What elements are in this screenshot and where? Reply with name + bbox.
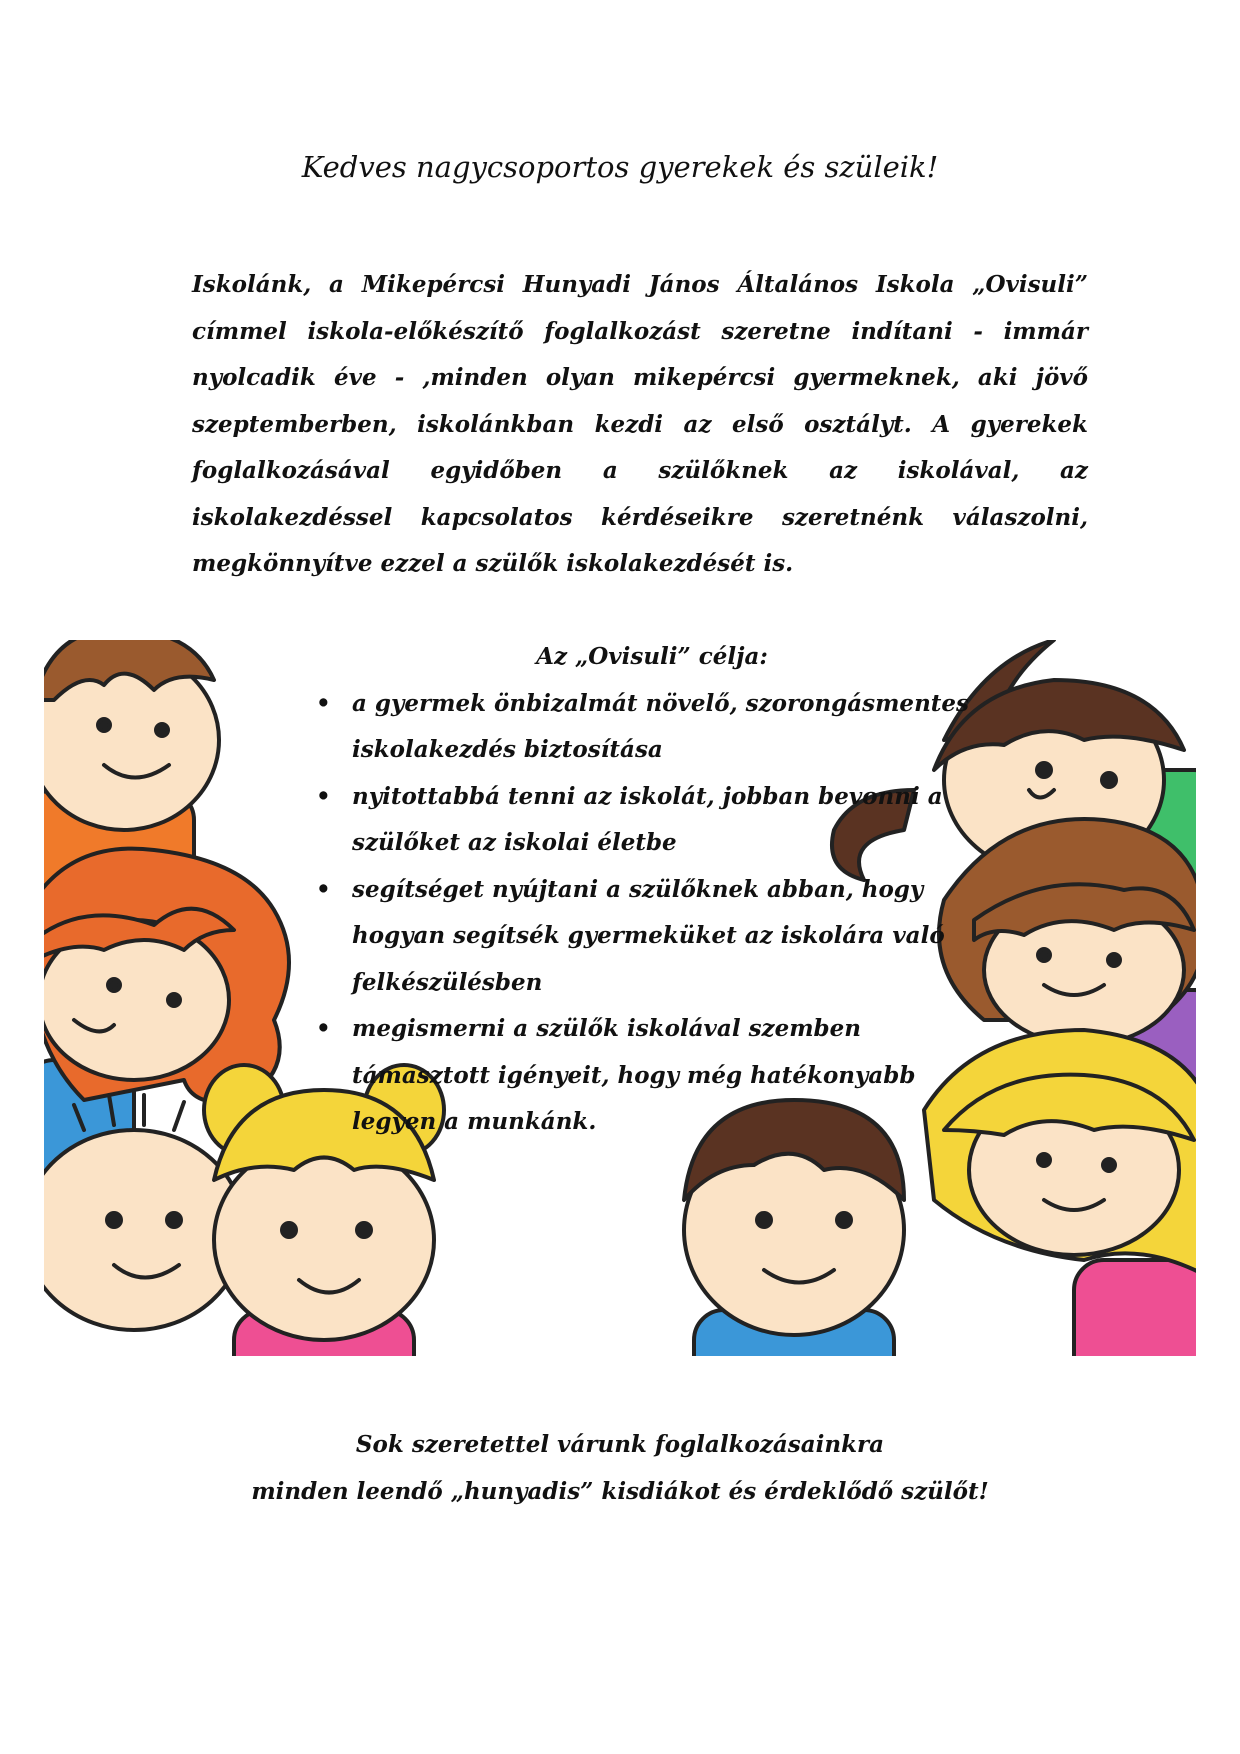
page-title: Kedves nagycsoportos gyerekek és szüleik! <box>301 150 939 184</box>
list-item: • segítséget nyújtani a szülőknek abban, hogy hogyan segítsék gyermeküket az iskolára való felkészülésben <box>352 867 972 1007</box>
bullet-icon: • <box>316 689 331 717</box>
bullet-icon: • <box>316 782 331 810</box>
list-item: • a gyermek önbizalmát növelő, szorongásmentes iskolakezdés biztosítása <box>352 681 972 774</box>
intro-paragraph: Iskolánk, a Mikepércsi Hunyadi János Általános Iskola „Ovisuli” címmel iskola-előkészítő foglalkozást szeretne indítani - immár nyolcadik éve - ,minden olyan mikepércsi gyermeknek, aki jövő szeptemberben, iskolánkban kezdi az első osztályt. A gyerekek foglalkozásával egyidőben a szülőknek az iskolával, az iskolakezdéssel kapcsolatos kérdéseikre szeretnénk válaszolni, megkönnyítve ezzel a szülők iskolakezdését is. <box>192 271 1088 577</box>
bullet-icon: • <box>316 875 331 903</box>
goals-section <box>316 634 972 1146</box>
list-item: • megismerni a szülők iskolával szemben támasztott igényeit, hogy még hatékonyabb legyen a munkánk. <box>352 1006 972 1146</box>
closing-message <box>0 1422 1240 1515</box>
list-item: • nyitottabbá tenni az iskolát, jobban bevonni a szülőket az iskolai életbe <box>352 774 972 867</box>
goals-heading: Az „Ovisuli” célja: <box>536 643 768 670</box>
goals-list <box>316 681 972 1146</box>
bullet-icon: • <box>316 1015 331 1042</box>
closing-line-1: Sok szeretettel várunk foglalkozásainkra <box>355 1431 885 1458</box>
closing-line-2: minden leendő „hunyadis” kisdiákot és érdeklődő szülőt! <box>251 1477 989 1505</box>
